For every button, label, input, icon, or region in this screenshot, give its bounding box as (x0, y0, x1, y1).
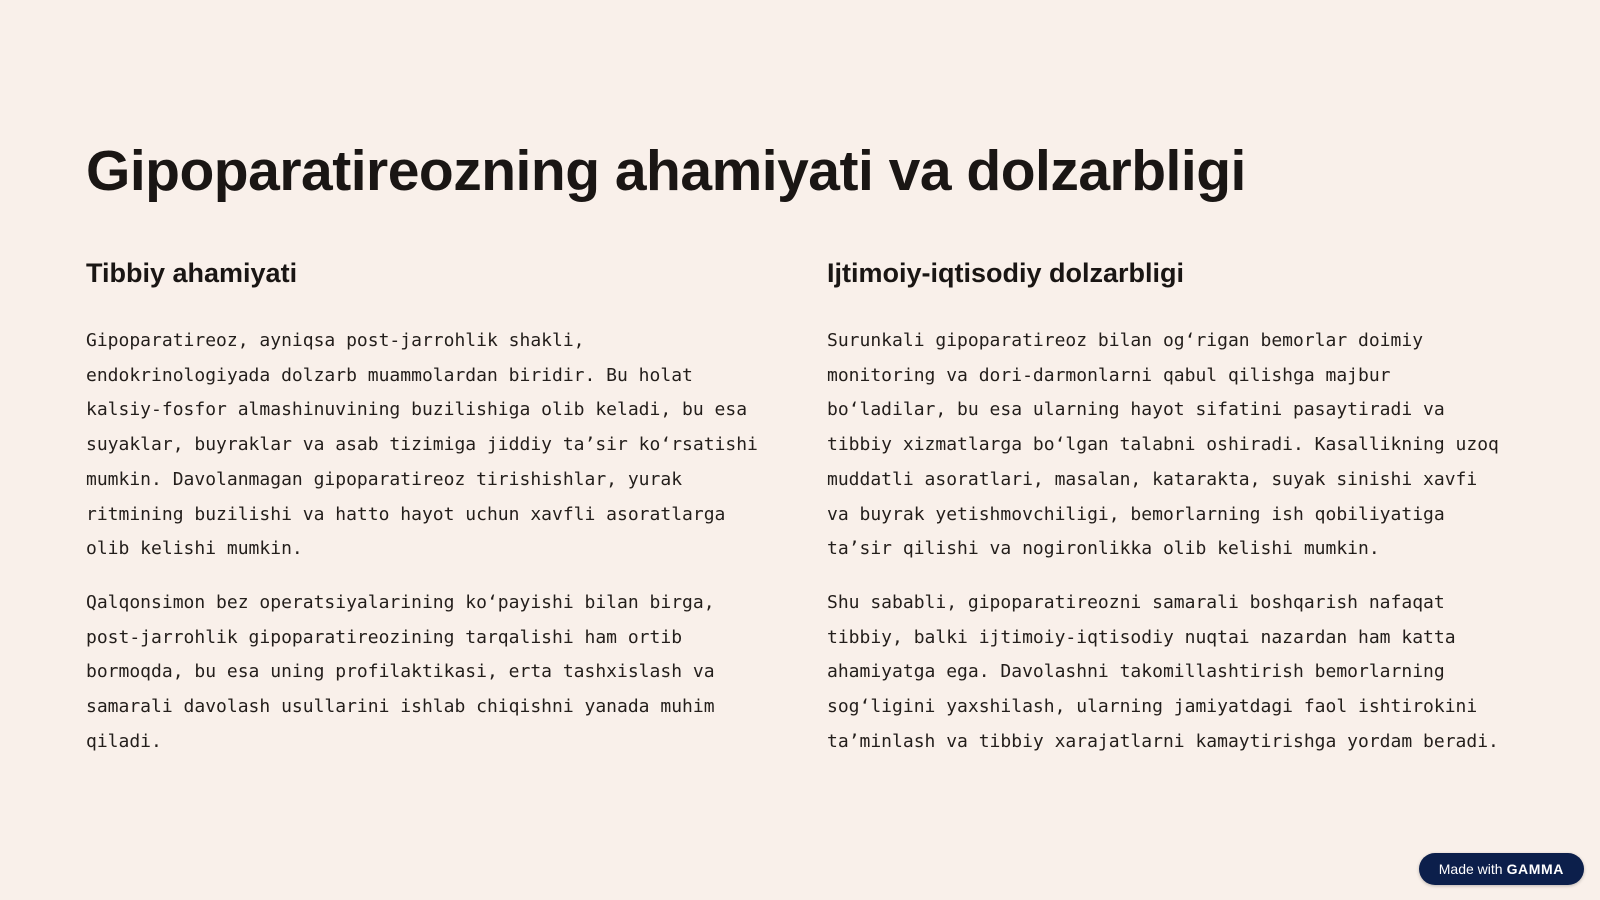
column-paragraph: Gipoparatireoz, ayniqsa post-jarrohlik shakli, endokrinologiyada dolzarb muammolardan biridir. Bu holat kalsiy-fosfor almashinuvining buzilishiga olib keladi, bu esa suyaklar, buyraklar va asab tizimiga jiddiy ta’sir ko‘rsatishi mumkin. Davolanmagan gipoparatireoz tirishishlar, yurak ritmining buzilishi va hatto hayot uchun xavfli asoratlarga olib kelishi mumkin. (86, 330, 758, 560)
slide-title: Gipoparatireozning ahamiyati va dolzarbligi (86, 139, 1246, 203)
made-with-gamma-badge[interactable] (1419, 853, 1584, 885)
column-heading: Ijtimoiy-iqtisodiy dolzarbligi (827, 258, 1185, 288)
column-paragraph: Surunkali gipoparatireoz bilan og‘rigan bemorlar doimiy monitoring va dori-darmonlarni qabul qilishga majbur bo‘ladilar, bu esa ularning hayot sifatini pasaytiradi va tibbiy xizmatlarga bo‘lgan talabni oshiradi. Kasallikning uzoq muddatli asoratlari, masalan, katarakta, suyak sinishi xavfi va buyrak yetishmovchiligi, bemorlarning ish qobiliyatiga ta’sir qilishi va nogironlikka olib kelishi mumkin. (827, 330, 1499, 560)
column-paragraph: Shu sababli, gipoparatireozni samarali boshqarish nafaqat tibbiy, balki ijtimoiy-iqtisodiy nuqtai nazardan ham katta ahamiyatga ega. Davolashni takomillashtirish bemorlarning sog‘ligini yaxshilash, ularning jamiyatdagi faol ishtirokini ta’minlash va tibbiy xarajatlarni kamaytirishga yordam beradi. (827, 591, 1499, 752)
column-paragraph: Qalqonsimon bez operatsiyalarining ko‘payishi bilan birga, post-jarrohlik gipoparatireozining tarqalishi ham ortib bormoqda, bu esa uning profilaktikasi, erta tashxislash va samarali davolash usullarini ishlab chiqishni yanada muhim qiladi. (86, 591, 715, 752)
socioeconomic-relevance-column (827, 252, 1507, 778)
column-heading: Tibbiy ahamiyati (86, 258, 298, 288)
gamma-logo-text: GAMMA (1506, 861, 1564, 877)
badge-prefix: Made with (1438, 861, 1503, 877)
medical-significance-column (86, 252, 766, 778)
